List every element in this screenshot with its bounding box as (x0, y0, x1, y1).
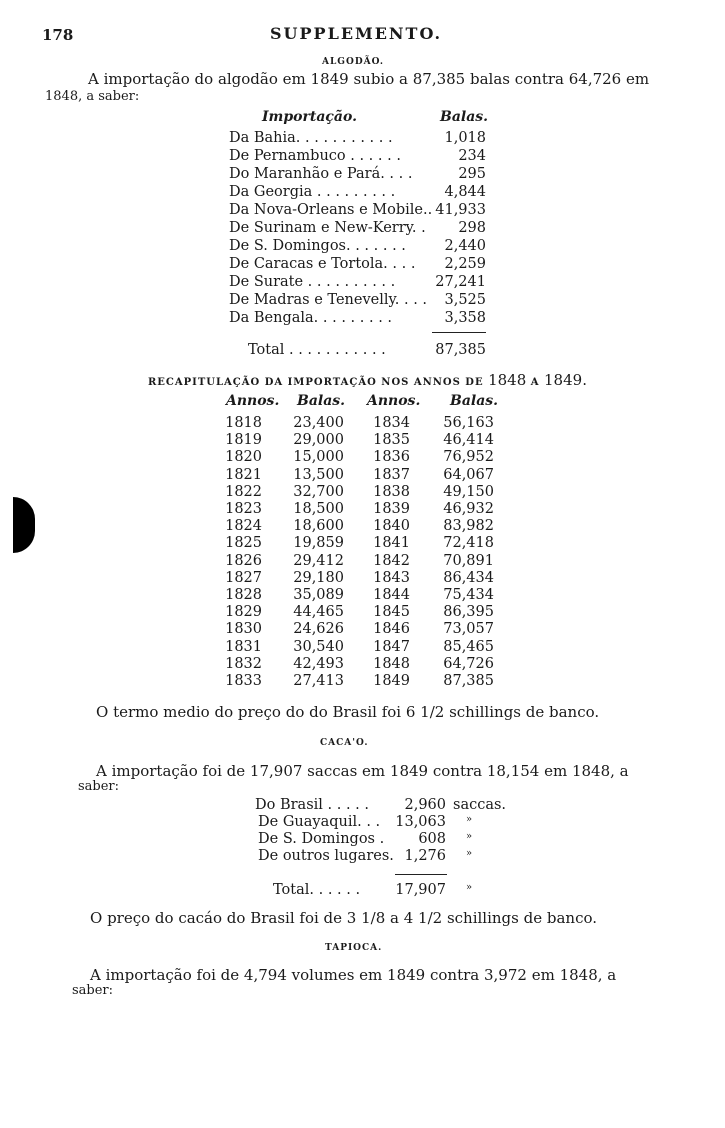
total-rule (395, 874, 447, 875)
recap-bales-1: 42,493 (293, 655, 344, 672)
recap-year-2: 1837 (373, 466, 410, 483)
row-origin: De Guayaquil. . . (258, 814, 381, 830)
row-unit: » (466, 814, 473, 825)
recap-bales-2: 86,395 (443, 604, 494, 621)
row-origin: Da Bengala. . . . . . . . . (229, 310, 393, 326)
recap-year-1: 1821 (225, 466, 262, 483)
table-row (229, 292, 427, 308)
recap-bales-2: 49,150 (443, 483, 494, 500)
tapioca-intro-line1: A importação foi de 4,794 volumes em 1849 contra 3,972 em 1848, a (90, 966, 617, 984)
recap-bales-2: 64,726 (443, 655, 494, 672)
row-origin: Da Bahia. . . . . . . . . . . (229, 130, 393, 146)
recap-col-years-1: Annos. (226, 393, 280, 409)
row-origin: De S. Domingos . (258, 831, 385, 847)
recap-year-1: 1833 (225, 673, 262, 689)
recap-bales-2: 46,932 (443, 501, 494, 517)
algodao-col-origin-header: Importação. (262, 109, 357, 125)
recap-bales-2: 72,418 (443, 535, 494, 552)
algodao-intro-line1: A importação do algodão em 1849 subio a 87,385 balas contra 64,726 em (88, 70, 650, 88)
table-row (229, 238, 406, 254)
recap-year-1: 1828 (225, 587, 262, 603)
row-unit: » (466, 831, 473, 842)
recap-year-to: 1849. (544, 371, 587, 389)
row-origin: De Pernambuco . . . . . . (229, 148, 401, 164)
row-origin: Da Georgia . . . . . . . . . (229, 184, 396, 200)
row-bales: 1,018 (444, 130, 486, 146)
total-value: 17,907 (395, 882, 446, 898)
row-bales: 295 (458, 166, 486, 182)
recap-year-from: 1848 (488, 371, 527, 389)
recap-year-2: 1834 (373, 415, 410, 431)
recap-bales-1: 18,600 (293, 518, 344, 535)
recap-bales-2: 75,434 (443, 587, 494, 603)
recap-col-bales-1: Balas. (297, 393, 346, 409)
recap-title (148, 371, 587, 389)
recap-bales-2: 70,891 (443, 552, 494, 569)
recap-bales-1: 15,000 (293, 449, 344, 466)
recap-bales-1: 19,859 (293, 535, 344, 552)
recap-year-2: 1840 (373, 518, 410, 535)
table-row (229, 166, 412, 182)
recap-bales-2: 86,434 (443, 569, 494, 586)
recap-col-years-2: Annos. (367, 393, 421, 409)
recap-year-1: 1824 (225, 518, 262, 535)
row-qty: 2,960 (404, 797, 446, 813)
total-label: Total. . . . . . (273, 882, 361, 898)
recap-year-1: 1826 (225, 552, 262, 569)
recap-bales-1: 24,626 (293, 621, 344, 638)
section-title-cacao: CACA'O. (320, 738, 369, 748)
recap-year-1: 1829 (225, 604, 262, 621)
recap-year-2: 1836 (373, 449, 410, 466)
total-unit: » (466, 882, 473, 893)
recap-year-2: 1847 (373, 638, 410, 655)
section-title-algodao: ALGODÃO. (322, 57, 385, 67)
recap-year-2: 1844 (373, 587, 410, 603)
recap-bales-2: 56,163 (443, 415, 494, 431)
row-bales: 41,933 (435, 202, 486, 218)
recap-bales-2: 76,952 (443, 449, 494, 466)
recap-bales-1: 32,700 (293, 483, 344, 500)
row-origin: De Surinam e New-Kerry. . (229, 220, 426, 236)
recap-bales-2: 87,385 (443, 673, 494, 689)
recap-bales-1: 29,000 (293, 432, 344, 449)
recap-year-2: 1835 (373, 432, 410, 449)
row-origin: Da Nova-Orleans e Mobile.. (229, 202, 433, 218)
table-row (229, 202, 432, 218)
recap-price-note: O termo medio do preço do do Brasil foi 6 1/2 schillings de banco. (96, 703, 600, 721)
running-title: SUPPLEMENTO. (270, 24, 443, 43)
row-qty: 608 (418, 831, 446, 847)
recap-year-2: 1848 (373, 655, 410, 672)
recap-year-1: 1820 (225, 449, 262, 466)
recap-year-2: 1845 (373, 604, 410, 621)
recap-bales-1: 23,400 (293, 415, 344, 431)
recap-year-1: 1818 (225, 415, 262, 431)
recap-year-1: 1819 (225, 432, 262, 449)
recap-year-2: 1839 (373, 501, 410, 517)
row-origin: Do Maranhão e Pará. . . . (229, 166, 413, 182)
row-bales: 4,844 (444, 184, 486, 200)
row-origin: De outros lugares. (258, 848, 394, 864)
recap-year-1: 1831 (225, 638, 262, 655)
page-number: 178 (42, 26, 74, 44)
cacao-intro-line1: A importação foi de 17,907 saccas em 1849 contra 18,154 em 1848, a (96, 762, 629, 780)
recap-bales-1: 29,412 (293, 552, 344, 569)
recap-year-2: 1846 (373, 621, 410, 638)
recap-conj: A (530, 377, 540, 388)
total-rule (432, 332, 486, 333)
recap-year-1: 1832 (225, 655, 262, 672)
recap-year-2: 1843 (373, 569, 410, 586)
recap-col-bales-2: Balas. (450, 393, 499, 409)
row-unit: » (466, 848, 473, 859)
row-origin: De S. Domingos. . . . . . . (229, 238, 406, 254)
section-title-tapioca: TAPIOCA. (325, 943, 383, 953)
total-label: Total . . . . . . . . . . . (248, 342, 386, 358)
table-row (229, 148, 401, 164)
table-row (229, 274, 395, 290)
row-origin: De Surate . . . . . . . . . . (229, 274, 396, 290)
row-unit: saccas. (453, 797, 507, 813)
recap-bales-1: 29,180 (293, 569, 344, 586)
row-bales: 3,525 (444, 292, 486, 308)
recap-year-1: 1825 (225, 535, 262, 552)
total-value: 87,385 (435, 342, 486, 358)
row-bales: 234 (458, 148, 486, 164)
row-bales: 2,440 (444, 238, 486, 254)
recap-title-text: RECAPITULAÇÃO DA IMPORTAÇÃO NOS ANNOS DE (148, 377, 484, 388)
row-origin: De Caracas e Tortola. . . . (229, 256, 416, 272)
recap-year-1: 1822 (225, 483, 262, 500)
recap-bales-1: 30,540 (293, 638, 344, 655)
recap-bales-1: 44,465 (293, 604, 344, 621)
recap-bales-1: 35,089 (293, 587, 344, 603)
row-qty: 1,276 (404, 848, 446, 864)
recap-year-2: 1838 (373, 483, 410, 500)
recap-year-1: 1827 (225, 569, 262, 586)
tapioca-intro-line2: saber: (72, 983, 114, 998)
table-row (229, 256, 415, 272)
table-row (229, 130, 393, 146)
recap-bales-2: 64,067 (443, 466, 494, 483)
table-row (229, 220, 426, 236)
row-origin: De Madras e Tenevelly. . . . (229, 292, 428, 308)
row-bales: 27,241 (435, 274, 486, 290)
table-row (229, 310, 392, 326)
cacao-price-note: O preço do cacáo do Brasil foi de 3 1/8 a 4 1/2 schillings de banco. (90, 909, 598, 927)
recap-bales-1: 18,500 (293, 501, 344, 517)
row-bales: 2,259 (444, 256, 486, 272)
recap-bales-2: 46,414 (443, 432, 494, 449)
recap-year-2: 1841 (373, 535, 410, 552)
algodao-col-bales-header: Balas. (440, 109, 489, 125)
recap-year-2: 1849 (373, 673, 410, 689)
recap-bales-2: 85,465 (443, 638, 494, 655)
binding-hole-mark (13, 497, 35, 553)
row-bales: 3,358 (444, 310, 486, 326)
cacao-intro-line2: saber: (78, 779, 120, 794)
algodao-intro-line2: 1848, a saber: (45, 89, 140, 104)
recap-year-1: 1823 (225, 501, 262, 517)
recap-bales-1: 13,500 (293, 466, 344, 483)
recap-bales-2: 73,057 (443, 621, 494, 638)
recap-year-1: 1830 (225, 621, 262, 638)
recap-bales-2: 83,982 (443, 518, 494, 535)
recap-bales-1: 27,413 (293, 673, 344, 689)
row-bales: 298 (458, 220, 486, 236)
recap-year-2: 1842 (373, 552, 410, 569)
row-qty: 13,063 (395, 814, 446, 830)
table-row (229, 184, 395, 200)
row-origin: Do Brasil . . . . . (255, 797, 370, 813)
